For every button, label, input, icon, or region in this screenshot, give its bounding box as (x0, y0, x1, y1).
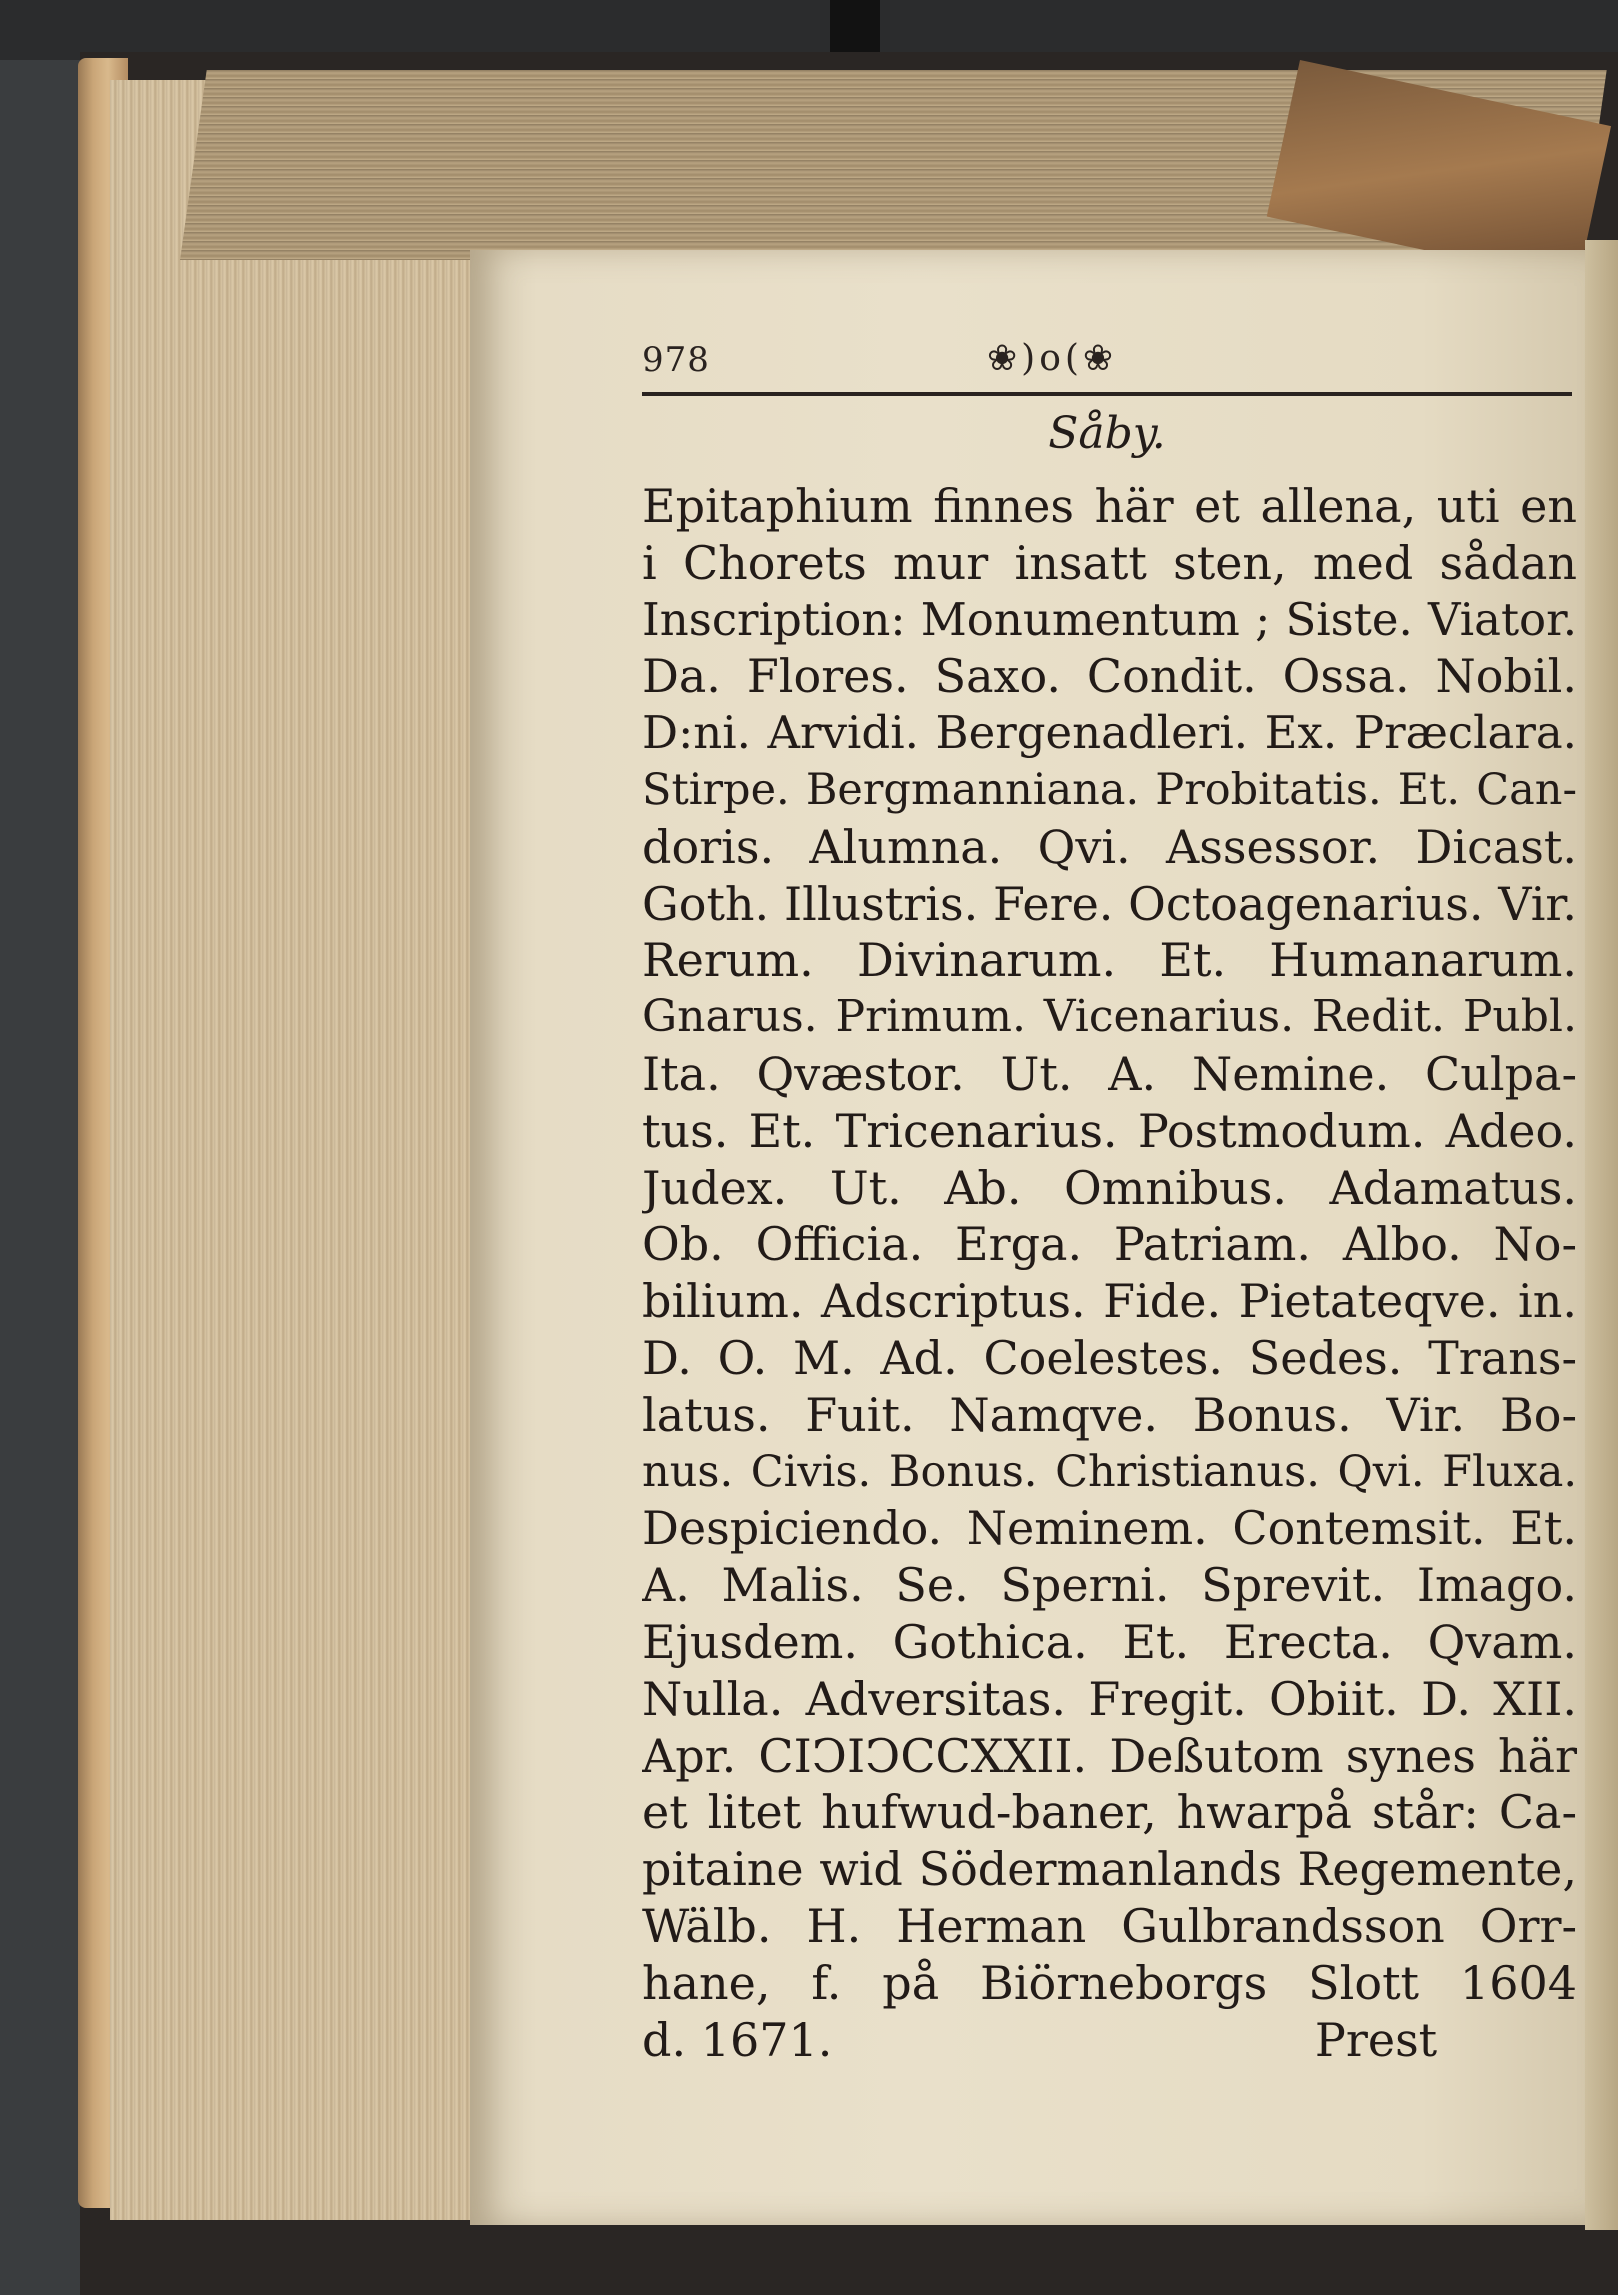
text-line: Despiciendo. Neminem. Contemsit. Et. (642, 1501, 1577, 1556)
page-header (642, 338, 1572, 398)
page-number: 978 (642, 340, 710, 380)
text-line: i Chorets mur insatt sten, med sådan (642, 535, 1577, 590)
text-line: doris. Alumna. Qvi. Assessor. Dicast. (642, 819, 1577, 874)
text-line: D:ni. Arvidi. Bergenadleri. Ex. Præclara. (642, 706, 1577, 760)
text-line: latus. Fuit. Namqve. Bonus. Vir. Bo- (642, 1387, 1577, 1442)
text-line: D. O. M. Ad. Coelestes. Sedes. Trans- (642, 1330, 1577, 1385)
text-line: nus. Civis. Bonus. Christianus. Qvi. Fluxa. (642, 1446, 1577, 1497)
text-line: tus. Et. Tricenarius. Postmodum. Adeo. (642, 1103, 1577, 1158)
body-text (642, 478, 1577, 2068)
section-title: Såby. (1048, 408, 1166, 459)
text-line: bilium. Adscriptus. Fide. Pietateqve. in. (642, 1274, 1577, 1329)
text-line: Goth. Illustris. Fere. Octoagenarius. Vir. (642, 876, 1577, 931)
text-line: Epitaphium finnes här et allena, uti en (642, 479, 1577, 533)
header-rule (642, 392, 1572, 396)
page-stack-left (110, 80, 490, 2220)
text-line: hane, f. på Biörneborgs Slott 1604 (642, 1955, 1577, 2010)
text-line: Inscription: Monumentum ; Siste. Viator. (642, 592, 1577, 646)
page-right-edge (1585, 240, 1618, 2230)
text-line: Ejusdem. Gothica. Et. Erecta. Qvam. (642, 1614, 1577, 1669)
text-line: et litet hufwud-baner, hwarpå står: Ca- (642, 1785, 1577, 1840)
text-line: Da. Flores. Saxo. Condit. Ossa. Nobil. (642, 649, 1577, 704)
text-line-catchword: d. 1671. Prest (642, 2012, 1438, 2067)
text-line: Judex. Ut. Ab. Omnibus. Adamatus. (642, 1160, 1577, 1215)
background-dark-strip (830, 0, 880, 60)
text-line: Apr. CIↃIↃCCXXII. Deßutom synes här (642, 1728, 1577, 1783)
text-line: Ob. Officia. Erga. Patriam. Albo. No- (642, 1217, 1577, 1272)
text-line: Wälb. H. Herman Gulbrandsson Orr- (642, 1898, 1577, 1953)
text-line: Ita. Qvæstor. Ut. A. Nemine. Culpa- (642, 1046, 1577, 1101)
text-line: A. Malis. Se. Sperni. Sprevit. Imago. (642, 1558, 1577, 1613)
header-ornament: ❀)o(❀ (987, 338, 1118, 379)
text-line: pitaine wid Södermanlands Regemente, (642, 1842, 1577, 1897)
text-line: Gnarus. Primum. Vicenarius. Redit. Publ. (642, 991, 1577, 1043)
text-line: Rerum. Divinarum. Et. Humanarum. (642, 933, 1577, 988)
text-line: Nulla. Adversitas. Fregit. Obiit. D. XII. (642, 1671, 1577, 1726)
background-top (0, 0, 1618, 60)
text-line: Stirpe. Bergmanniana. Probitatis. Et. Can- (642, 764, 1577, 815)
